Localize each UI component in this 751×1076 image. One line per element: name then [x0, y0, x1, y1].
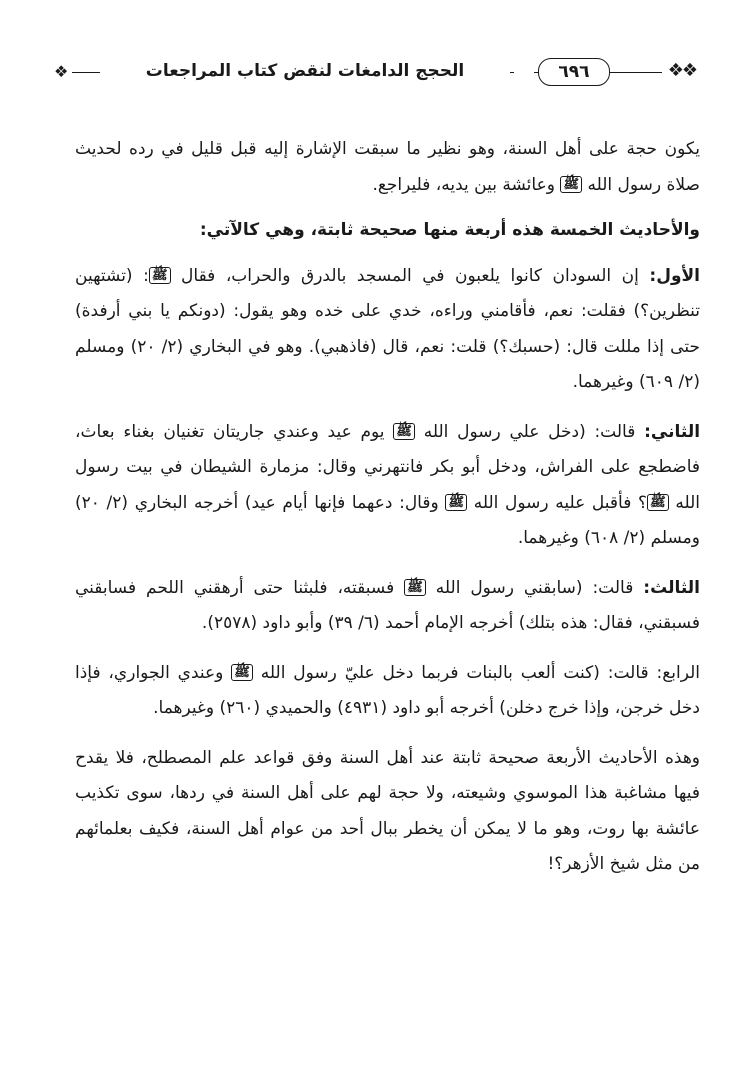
paragraph-1-text-b: وعائشة بين يديه، فليراجع. [372, 174, 555, 195]
paragraph-6-text-a: قالت: (كنت ألعب بالبنات فربما دخل عليّ رسول الله [260, 662, 649, 683]
paragraph-3-text-a: إن السودان كانوا يلعبون في المسجد بالدرق والحراب، فقال [181, 265, 639, 286]
paragraph-4 [75, 415, 700, 557]
ornament-right-icon: ❖❖ [662, 60, 698, 82]
salla-symbol-icon: ﷺ [445, 494, 467, 511]
page-body [75, 132, 700, 883]
paragraph-4-text-c: ؟ فأقبل عليه رسول الله [473, 492, 647, 513]
paragraph-7: وهذه الأحاديث الأربعة صحيحة ثابتة عند أهل السنة وفق قواعد علم المصطلح، فلا يقدح فيها مشاغبة هذا الموسوي وشيعته، ولا حجة لهم على أهل السنة في ردها، سوى تكذيب عائشة بها روت، وهو ما لا يمكن أن يخطر ببال أحد من عوام أهل السنة، فكيف بعلمائهم من مثل شيخ الأزهر؟! [75, 747, 700, 874]
salla-symbol-icon: ﷺ [404, 579, 426, 596]
paragraph-6-lead: الرابع: [656, 662, 701, 683]
page-number: ٦٩٦ [538, 58, 610, 86]
paragraph-4-text-d: وقال: دعهما فإنها أيام عيد) أخرجه البخاري (٢/ ٢٠) ومسلم (٢/ ٦٠٨) وغيرهما. [75, 492, 700, 548]
paragraph-1 [75, 132, 700, 203]
paragraph-6-text-b: وعندي الجواري، فإذا دخل خرجن، وإذا خرج دخلن) أخرجه أبو داود (٤٩٣١) والحميدي (٢٦٠) وغيرهما. [75, 662, 700, 718]
paragraph-3-text-b: : (تشتهين تنظرين؟) فقلت: نعم، فأقامني وراءه، خدي على خده وهو يقول: (دونكم يا بني أرفدة) حتى إذا مللت قال: (حسبك؟) قلت: نعم، قال (فاذهبي). وهو في البخاري (٢/ ٢٠) ومسلم (٢/ ٦٠٩) وغيرهما. [75, 265, 700, 392]
paragraph-4-text-b: يوم عيد وعندي جاريتان تغنيان بغناء بعاث، فاضطجع على الفراش، ودخل أبو بكر فانتهرني وقال: مزمارة الشيطان في بيت رسول الله [75, 421, 701, 513]
paragraph-2: والأحاديث الخمسة هذه أربعة منها صحيحة ثابتة، وهي كالآتي: [199, 220, 700, 240]
paragraph-5-lead: الثالث: [643, 577, 700, 598]
salla-symbol-icon: ﷺ [647, 494, 669, 511]
paragraph-6 [75, 656, 700, 727]
paragraph-4-text-a: قالت: (دخل علي رسول الله [423, 421, 636, 442]
paragraph-5 [75, 571, 700, 642]
paragraph-1-text-a: يكون حجة على أهل السنة، وهو نظير ما سبقت الإشارة إليه قبل قليل في رده لحديث صلاة رسول الله [75, 139, 700, 195]
paragraph-5-text-a: قالت: (سابقني رسول الله [435, 577, 634, 598]
running-header [50, 56, 698, 90]
book-title: الحجج الدامغات لنقض كتاب المراجعات [100, 56, 510, 86]
salla-symbol-icon: ﷺ [560, 176, 582, 193]
ornament-left-icon: ❖ [50, 62, 72, 82]
paragraph-3-lead: الأول: [649, 265, 700, 286]
paragraph-5-text-b: فسبقته، فلبثنا حتى أرهقني اللحم فسابقني فسبقني، فقال: هذه بتلك) أخرجه الإمام أحمد (٦/ ٣٩) وأبو داود (٢٥٧٨). [75, 577, 700, 633]
paragraph-3 [75, 259, 700, 401]
header-dash [514, 68, 534, 76]
salla-symbol-icon: ﷺ [231, 664, 253, 681]
paragraph-4-lead: الثاني: [644, 421, 701, 442]
salla-symbol-icon: ﷺ [393, 423, 415, 440]
salla-symbol-icon: ﷺ [149, 267, 171, 284]
